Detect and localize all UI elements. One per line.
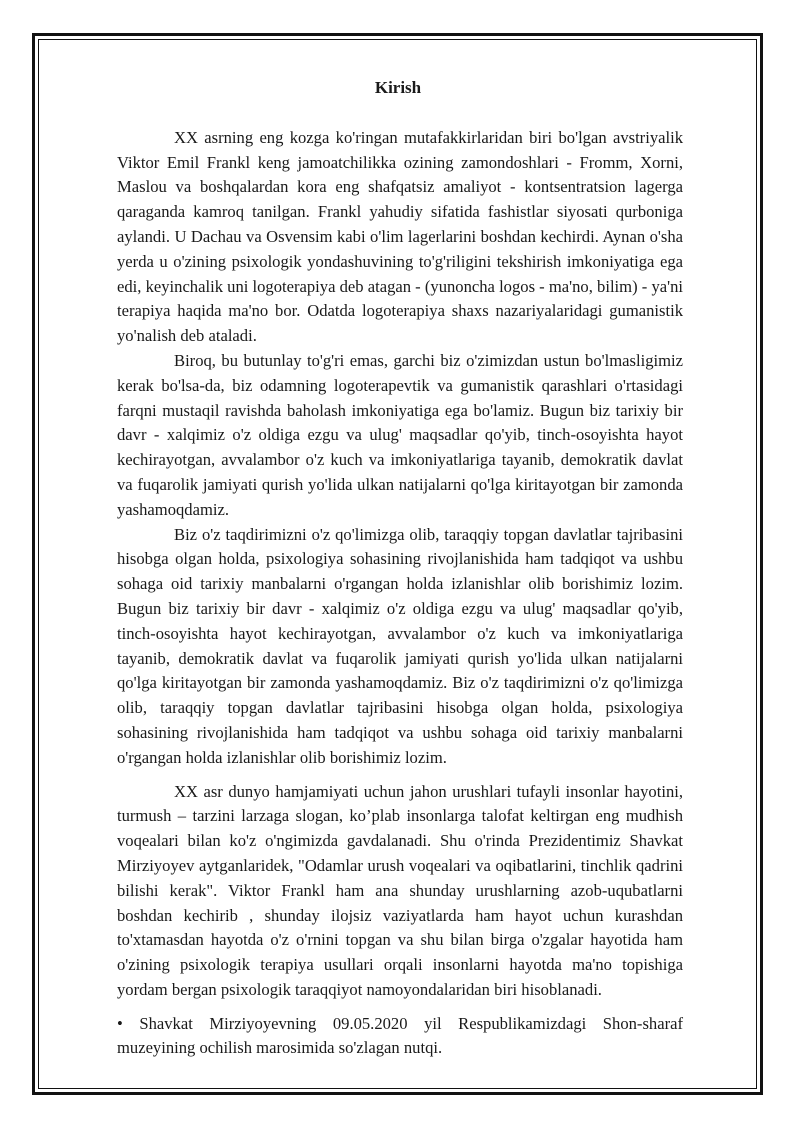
footnote: • Shavkat Mirziyoyevning 09.05.2020 yil Respublikamizdagi Shon-sharaf muzeyining ochilish marosimida so'zlagan nutqi. <box>117 1013 683 1058</box>
paragraph-1: XX asrning eng kozga ko'ringan mutafakkirlaridan biri bo'lgan avstriyalik Viktor Emil Frankl keng jamoatchilikka ozining zamondoshlari - Fromm, Xorni, Maslou va boshqalardan kora eng shafqatsiz amaliyot - kontsentratsion lagerga qaraganda kamroq tanilgan. Frankl yahudiy sifatida fashistlar siyosati qurboniga aylandi. U Dachau va Osvensim kabi o'lim lagerlarini boshdan kechirdi. Aynan o'sha yerda u o'zining psixologik yondashuvining to'g'riligini tekshirish imkoniyatiga ega edi, keyinchalik uni logoterapiya deb atagan - (yunoncha logos - ma'no, bilim) - ya'ni terapiya haqida ma'no bor. Odatda logoterapiya shaxs nazariyalaridagi gumanistik yo'nalish deb ataladi. <box>117 127 683 346</box>
paragraph-2: Biroq, bu butunlay to'g'ri emas, garchi biz o'zimizdan ustun bo'lmasligimiz kerak bo'lsa-da, biz odamning logoterapevtik va gumanistik qarashlari o'rtasidagi farqni mustaqil ravishda baholash imkoniyatiga ega bo'lamiz. Bugun biz tarixiy bir davr - xalqimiz o'z oldiga ezgu va ulug' maqsadlar qo'yib, tinch-osoyishta hayot kechirayotgan, avvalambor o'z kuch va imkoniyatlariga tayanib, demokratik davlat va fuqarolik jamiyati qurish yo'lida ulkan natijalarni qo'lga kiritayotgan bir zamonda yashamoqdamiz. <box>117 350 683 519</box>
page-title: Kirish <box>374 78 422 97</box>
document-body <box>117 72 683 1061</box>
paragraph-3: Biz o'z taqdirimizni o'z qo'limizga olib, taraqqiy topgan davlatlar tajribasini hisobga olgan holda, psixologiya sohasining rivojlanishida ham tadqiqot va ushbu sohaga oid tarixiy manbalarni o'rgangan holda izlanishlar olib borishimiz lozim. Bugun biz tarixiy bir davr - xalqimiz o'z oldiga ezgu va ulug' maqsadlar qo'yib, tinch-osoyishta hayot kechirayotgan, avvalambor o'z kuch va imkoniyatlariga tayanib, demokratik davlat va fuqarolik jamiyati qurish yo'lida ulkan natijalarni qo'lga kiritayotgan bir zamonda yashamoqdamiz. Biz o'z taqdirimizni o'z qo'limizga olib, taraqqiy topgan davlatlar tajribasini hisobga olgan holda, psixologiya sohasining rivojlanishida ham tadqiqot va ushbu sohaga oid tarixiy manbalarni o'rgangan holda izlanishlar olib borishimiz lozim. <box>117 524 683 767</box>
paragraph-4: XX asr dunyo hamjamiyati uchun jahon urushlari tufayli insonlar hayotini, turmush – tarzini larzaga slogan, ko’plab insonlarga talofat keltirgan eng mudhish voqealari bilan ko'z o'ngimizda gavdalanadi. Shu o'rinda Prezidentimiz Shavkat Mirziyoyev aytganlaridek, "Odamlar urush voqealari va oqibatlarini, tinchlik qadrini bilishi kerak". Viktor Frankl ham ana shunday urushlarning azob-uqubatlarni boshdan kechirib , shunday ilojsiz vaziyatlarda ham hayot uchun kurashdan to'xtamasdan hayotda o'z o'rnini topgan va shu bilan birga o'zgalar hayotida ham o'zining psixologik terapiya usullari orqali insonlarni hayotda ma'no topishiga yordam bergan psixologik taraqqiyot namoyondalaridan biri hisoblanadi. <box>117 781 683 999</box>
